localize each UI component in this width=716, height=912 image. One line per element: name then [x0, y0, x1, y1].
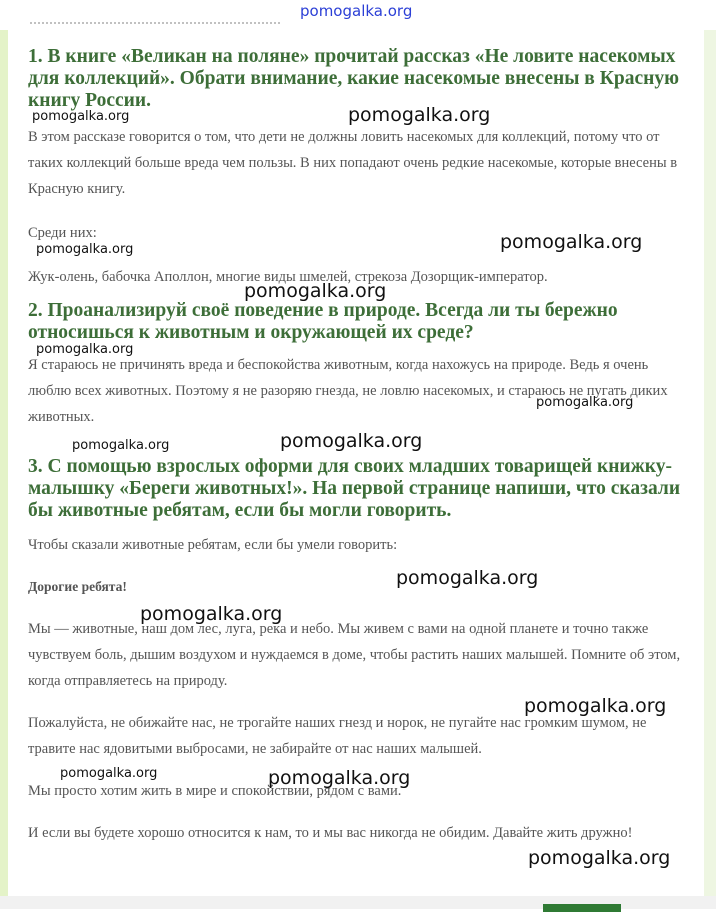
watermark: pomogalka.org — [396, 567, 539, 589]
watermark: pomogalka.org — [60, 766, 158, 781]
watermark: pomogalka.org — [348, 104, 491, 126]
letter-paragraph: Мы просто хотим жить в мире и спокойствии, рядом с вами. — [28, 783, 402, 799]
watermark: pomogalka.org — [268, 767, 411, 789]
watermark: pomogalka.org — [244, 280, 387, 302]
task-1-list-intro: Среди них: — [28, 225, 97, 241]
letter-greeting: Дорогие ребята! — [28, 579, 127, 594]
task-2-title: 2. Проанализируй своё поведение в природе. Всегда ли ты бережно относишься к животным и окружающей их среде? — [28, 300, 618, 343]
watermark: pomogalka.org — [36, 342, 134, 357]
task-1-list: Жук-олень, бабочка Аполлон, многие виды шмелей, стрекоза Дозорщик-император. — [28, 269, 548, 285]
letter-paragraph: Пожалуйста, не обижайте нас, не трогайте наших гнезд и норок, не пугайте нас громким шумом, не травите нас ядовитыми выбросами, не забирайте от нас наших малышей. — [28, 715, 647, 757]
letter-paragraph: И если вы будете хорошо относится к нам, то и мы вас никогда не обидим. Давайте жить дружно! — [28, 825, 633, 841]
task-3-title: 3. С помощью взрослых оформи для своих младших товарищей книжку-малышку «Береги животных!». На первой странице напиши, что сказали бы животные ребятам, если бы могли говорить. — [28, 456, 681, 521]
watermark: pomogalka.org — [36, 242, 134, 257]
watermark: pomogalka.org — [500, 231, 643, 253]
watermark: pomogalka.org — [300, 2, 413, 20]
watermark: pomogalka.org — [72, 438, 170, 453]
cut-off-text — [30, 14, 280, 24]
watermark: pomogalka.org — [524, 695, 667, 717]
watermark: pomogalka.org — [536, 395, 634, 410]
footer-button[interactable] — [543, 904, 621, 912]
task-1-answer: В этом рассказе говорится о том, что дети не должны ловить насекомых для коллекций, потому что от таких коллекций больше вреда чем пользы. В них попадают очень редкие насекомые, которые внесены в Красную книгу. — [28, 129, 678, 197]
task-1-title: 1. В книге «Великан на поляне» прочитай рассказ «Не ловите насекомых для коллекций». Обрати внимание, какие насекомые внесены в Красную книгу России. — [28, 46, 679, 111]
task-2-answer: Я стараюсь не причинять вреда и беспокойства животным, когда нахожусь на природе. Ведь я очень люблю всех животных. Поэтому я не разоряю гнезда, не ловлю насекомых, и стараюсь не пугать диких животных. — [28, 357, 668, 425]
right-border — [704, 30, 716, 896]
watermark: pomogalka.org — [280, 430, 423, 452]
letter-paragraph: Мы — животные, наш дом лес, луга, река и небо. Мы живем с вами на одной планете и точно также чувствуем боль, дышим воздухом и нуждаемся в доме, чтобы растить наших малышей. Помните об этом, когда отправляетесь на природу. — [28, 621, 681, 689]
watermark: pomogalka.org — [528, 847, 671, 869]
watermark: pomogalka.org — [140, 603, 283, 625]
watermark: pomogalka.org — [32, 109, 130, 124]
task-3-intro: Чтобы сказали животные ребятам, если бы умели говорить: — [28, 537, 398, 553]
left-border — [0, 30, 8, 896]
